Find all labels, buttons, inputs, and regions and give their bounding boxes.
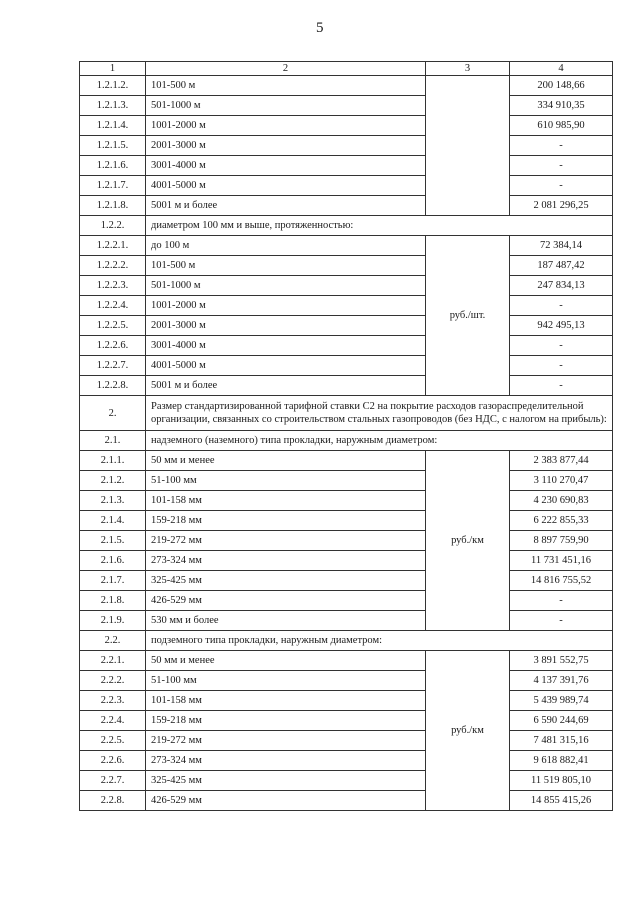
row-value: 942 495,13 (510, 316, 613, 336)
unit-cell: руб./км (426, 651, 510, 811)
row-value: - (510, 296, 613, 316)
row-value: 14 816 755,52 (510, 571, 613, 591)
section-title: надземного (наземного) типа прокладки, наружным диаметром: (146, 431, 613, 451)
section-row (80, 431, 613, 451)
row-code: 2.1.8. (80, 591, 146, 611)
row-value: 334 910,35 (510, 96, 613, 116)
row-code: 2.1.1. (80, 451, 146, 471)
row-description: 1001-2000 м (146, 296, 426, 316)
row-value: 6 222 855,33 (510, 511, 613, 531)
table-row (80, 491, 613, 511)
row-code: 1.2.2.2. (80, 256, 146, 276)
table-row (80, 731, 613, 751)
row-description: 1001-2000 м (146, 116, 426, 136)
table-row (80, 451, 613, 471)
table-row (80, 651, 613, 671)
section-title: диаметром 100 мм и выше, протяженностью: (146, 216, 613, 236)
row-value: 187 487,42 (510, 256, 613, 276)
row-code: 2.2.7. (80, 771, 146, 791)
table-row (80, 356, 613, 376)
row-description: 325-425 мм (146, 571, 426, 591)
row-code: 2.2.2. (80, 671, 146, 691)
row-value: 11 519 805,10 (510, 771, 613, 791)
row-code: 1.2.2. (80, 216, 146, 236)
header-col-2: 2 (146, 62, 426, 76)
row-code: 1.2.2.6. (80, 336, 146, 356)
row-description: 159-218 мм (146, 711, 426, 731)
row-value: - (510, 336, 613, 356)
row-description: до 100 м (146, 236, 426, 256)
table-row (80, 336, 613, 356)
row-description: 426-529 мм (146, 591, 426, 611)
row-value: 200 148,66 (510, 76, 613, 96)
section-row (80, 631, 613, 651)
row-description: 101-158 мм (146, 491, 426, 511)
row-value: - (510, 376, 613, 396)
row-description: 4001-5000 м (146, 176, 426, 196)
table-row (80, 791, 613, 811)
row-value: 14 855 415,26 (510, 791, 613, 811)
row-description: 273-324 мм (146, 751, 426, 771)
row-code: 1.2.2.1. (80, 236, 146, 256)
row-code: 2. (80, 396, 146, 431)
row-value: 247 834,13 (510, 276, 613, 296)
table-row (80, 96, 613, 116)
row-code: 1.2.1.5. (80, 136, 146, 156)
row-code: 2.2.1. (80, 651, 146, 671)
table-row (80, 711, 613, 731)
row-value: 2 081 296,25 (510, 196, 613, 216)
row-code: 1.2.1.4. (80, 116, 146, 136)
row-description: 325-425 мм (146, 771, 426, 791)
row-description: 3001-4000 м (146, 336, 426, 356)
row-description: 50 мм и менее (146, 451, 426, 471)
row-description: 50 мм и менее (146, 651, 426, 671)
row-value: - (510, 136, 613, 156)
section-title: подземного типа прокладки, наружным диаметром: (146, 631, 613, 651)
row-value: 6 590 244,69 (510, 711, 613, 731)
row-value: - (510, 356, 613, 376)
row-value: 4 137 391,76 (510, 671, 613, 691)
table-row (80, 196, 613, 216)
row-code: 2.2.6. (80, 751, 146, 771)
row-value: 3 891 552,75 (510, 651, 613, 671)
row-description: 530 мм и более (146, 611, 426, 631)
table-row (80, 236, 613, 256)
table-row (80, 276, 613, 296)
header-col-4: 4 (510, 62, 613, 76)
unit-cell (426, 76, 510, 216)
row-value: - (510, 611, 613, 631)
row-code: 2.2.3. (80, 691, 146, 711)
row-description: 101-158 мм (146, 691, 426, 711)
row-value: - (510, 176, 613, 196)
row-description: 5001 м и более (146, 196, 426, 216)
table-row (80, 531, 613, 551)
row-description: 5001 м и более (146, 376, 426, 396)
table-row (80, 116, 613, 136)
row-description: 219-272 мм (146, 531, 426, 551)
section-row (80, 396, 613, 431)
row-code: 2.1. (80, 431, 146, 451)
section-row (80, 216, 613, 236)
row-description: 51-100 мм (146, 671, 426, 691)
section-title: Размер стандартизированной тарифной ставки С2 на покрытие расходов газораспределительной организации, связанных со строительством стальных газопроводов (без НДС, с налогом на прибыль): (146, 396, 613, 431)
row-value: 8 897 759,90 (510, 531, 613, 551)
row-code: 1.2.2.7. (80, 356, 146, 376)
row-description: 3001-4000 м (146, 156, 426, 176)
row-value: 7 481 315,16 (510, 731, 613, 751)
table-row (80, 611, 613, 631)
row-description: 2001-3000 м (146, 136, 426, 156)
row-code: 1.2.1.8. (80, 196, 146, 216)
row-description: 4001-5000 м (146, 356, 426, 376)
table-row (80, 511, 613, 531)
table-row (80, 571, 613, 591)
row-description: 51-100 мм (146, 471, 426, 491)
table-row (80, 376, 613, 396)
row-value: 4 230 690,83 (510, 491, 613, 511)
table-row (80, 771, 613, 791)
row-code: 2.2.8. (80, 791, 146, 811)
row-description: 159-218 мм (146, 511, 426, 531)
table-row (80, 751, 613, 771)
row-description: 426-529 мм (146, 791, 426, 811)
header-col-1: 1 (80, 62, 146, 76)
row-code: 1.2.2.8. (80, 376, 146, 396)
page-number: 5 (316, 20, 324, 36)
table-row (80, 671, 613, 691)
row-code: 1.2.1.2. (80, 76, 146, 96)
row-code: 2.1.3. (80, 491, 146, 511)
table-row (80, 156, 613, 176)
row-code: 2.2.5. (80, 731, 146, 751)
row-code: 2.1.5. (80, 531, 146, 551)
row-value: - (510, 591, 613, 611)
row-description: 2001-3000 м (146, 316, 426, 336)
row-value: 3 110 270,47 (510, 471, 613, 491)
table-row (80, 591, 613, 611)
row-value: 610 985,90 (510, 116, 613, 136)
row-code: 2.1.6. (80, 551, 146, 571)
row-code: 1.2.1.7. (80, 176, 146, 196)
table-row (80, 551, 613, 571)
table-row (80, 296, 613, 316)
table-row (80, 471, 613, 491)
row-value: 2 383 877,44 (510, 451, 613, 471)
table-row (80, 136, 613, 156)
row-description: 501-1000 м (146, 276, 426, 296)
row-value: - (510, 156, 613, 176)
table-row (80, 176, 613, 196)
row-value: 5 439 989,74 (510, 691, 613, 711)
row-description: 273-324 мм (146, 551, 426, 571)
row-description: 101-500 м (146, 256, 426, 276)
row-code: 2.1.7. (80, 571, 146, 591)
row-value: 72 384,14 (510, 236, 613, 256)
table-row (80, 76, 613, 96)
row-code: 2.2.4. (80, 711, 146, 731)
row-code: 1.2.2.5. (80, 316, 146, 336)
table-row (80, 256, 613, 276)
row-code: 2.1.2. (80, 471, 146, 491)
row-code: 2.1.4. (80, 511, 146, 531)
row-description: 219-272 мм (146, 731, 426, 751)
row-description: 501-1000 м (146, 96, 426, 116)
unit-cell: руб./шт. (426, 236, 510, 396)
unit-cell: руб./км (426, 451, 510, 631)
header-col-3: 3 (426, 62, 510, 76)
table-header-row (80, 62, 613, 76)
row-description: 101-500 м (146, 76, 426, 96)
table-row (80, 316, 613, 336)
row-code: 2.2. (80, 631, 146, 651)
row-value: 11 731 451,16 (510, 551, 613, 571)
row-code: 2.1.9. (80, 611, 146, 631)
row-code: 1.2.1.6. (80, 156, 146, 176)
row-code: 1.2.2.4. (80, 296, 146, 316)
row-code: 1.2.1.3. (80, 96, 146, 116)
table-row (80, 691, 613, 711)
row-code: 1.2.2.3. (80, 276, 146, 296)
row-value: 9 618 882,41 (510, 751, 613, 771)
tariff-table (79, 61, 613, 811)
